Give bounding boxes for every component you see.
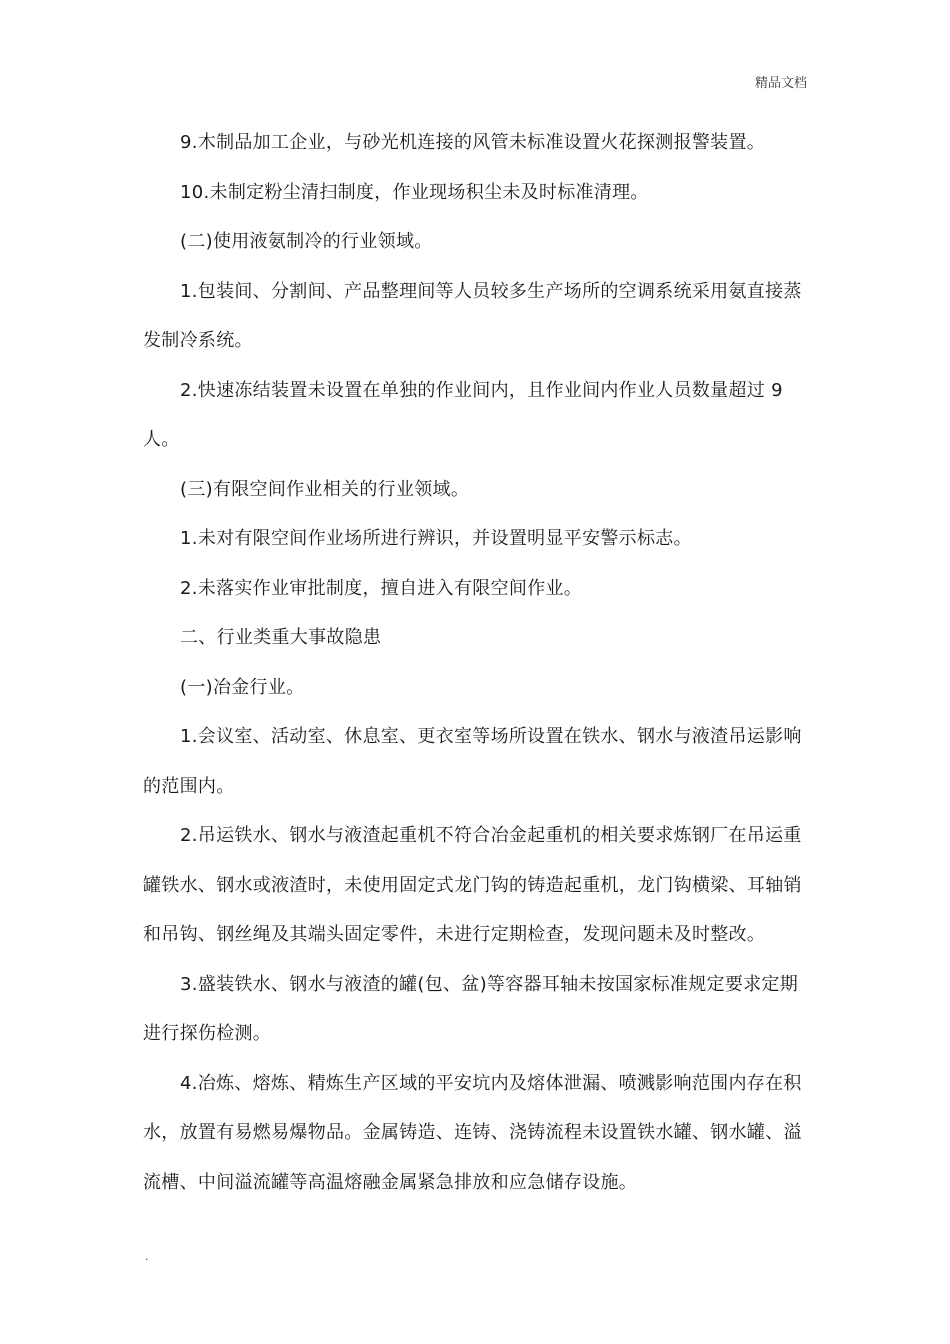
- paragraph: 9.木制品加工企业，与砂光机连接的风管未标准设置火花探测报警装置。: [180, 132, 766, 153]
- paragraph: 1.会议室、活动室、休息室、更衣室等场所设置在铁水、钢水与液渣吊运影响的范围内。: [143, 726, 802, 797]
- page-header-label: 精品文档: [754, 76, 807, 91]
- paragraph: 2.快速冻结装置未设置在单独的作业间内，且作业间内作业人员数量超过 9 人。: [143, 379, 783, 450]
- paragraph: 2.吊运铁水、钢水与液渣起重机不符合冶金起重机的相关要求炼钢厂在吊运重罐铁水、钢水或液渣时，未使用固定式龙门钩的铸造起重机，龙门钩横梁、耳轴销和吊钩、钢丝绳及其端头固定零件，未进行定期检查，发现问题未及时整改。: [143, 825, 802, 945]
- section-heading: (一)冶金行业。: [180, 676, 305, 698]
- footer-mark: .: [145, 1250, 149, 1263]
- paragraph: 3.盛装铁水、钢水与液渣的罐(包、盆)等容器耳轴未按国家标准规定要求定期进行探伤检测。: [143, 973, 799, 1044]
- paragraph: 1.未对有限空间作业场所进行辨识，并设置明显平安警示标志。: [180, 528, 692, 549]
- section-heading: (二)使用液氨制冷的行业领域。: [180, 231, 433, 252]
- document-body: [143, 118, 811, 1207]
- section-heading: (三)有限空间作业相关的行业领域。: [180, 478, 470, 500]
- paragraph: 4.冶炼、熔炼、精炼生产区域的平安坑内及熔体泄漏、喷溅影响范围内存在积水，放置有易燃易爆物品。金属铸造、连铸、浇铸流程未设置铁水罐、钢水罐、溢流槽、中间溢流罐等高温熔融金属紧急排放和应急储存设施。: [143, 1072, 802, 1193]
- chapter-heading: 二、行业类重大事故隐患: [180, 627, 382, 648]
- paragraph: 1.包装间、分割间、产品整理间等人员较多生产场所的空调系统采用氨直接蒸发制冷系统。: [143, 280, 802, 351]
- paragraph: 10.未制定粉尘清扫制度，作业现场积尘未及时标准清理。: [180, 181, 649, 203]
- paragraph: 2.未落实作业审批制度，擅自进入有限空间作业。: [180, 577, 583, 599]
